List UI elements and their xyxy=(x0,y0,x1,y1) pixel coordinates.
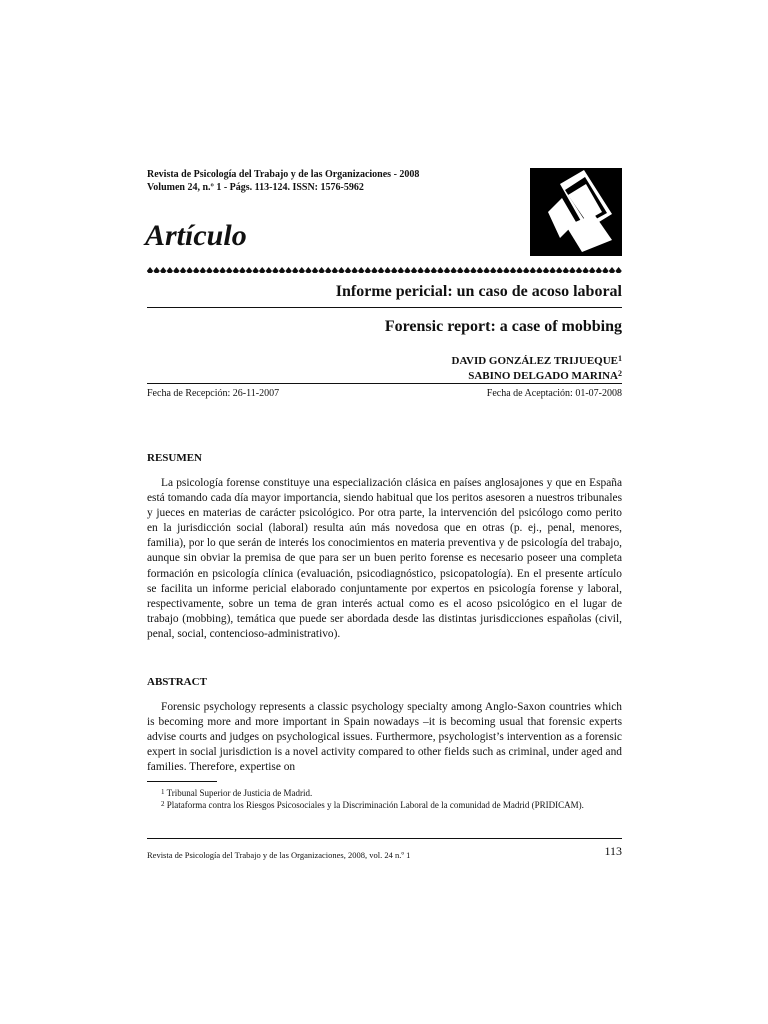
page-number: 113 xyxy=(604,844,622,858)
diamond-ornament xyxy=(206,267,212,273)
diamond-ornament xyxy=(186,267,192,273)
diamond-ornament xyxy=(596,267,602,273)
diamond-ornament xyxy=(351,267,357,273)
diamond-ornament xyxy=(582,267,588,273)
footnote-text: Tribunal Superior de Justicia de Madrid. xyxy=(166,788,313,798)
diamond-ornament xyxy=(239,267,245,273)
journal-logo-icon xyxy=(530,168,622,256)
diamond-ornament xyxy=(576,267,582,273)
article-title-spanish: Informe pericial: un caso de acoso laboral xyxy=(335,283,622,300)
diamond-ornament xyxy=(516,267,522,273)
diamond-ornament xyxy=(470,267,476,273)
diamond-ornament xyxy=(318,267,324,273)
section-label: Artículo xyxy=(145,219,247,252)
diamond-ornament xyxy=(272,267,278,273)
diamond-ornament xyxy=(167,267,173,273)
diamond-ornament xyxy=(417,267,423,273)
footnote-mark: 2 xyxy=(161,800,165,808)
diamond-ornament xyxy=(180,267,186,273)
diamond-ornament xyxy=(345,267,351,273)
diamond-ornament xyxy=(530,267,536,273)
diamond-ornament xyxy=(233,267,239,273)
author-2 xyxy=(468,367,622,383)
diamond-ornament xyxy=(279,267,285,273)
diamond-ornament xyxy=(299,267,305,273)
journal-header-line-1: Revista de Psicología del Trabajo y de las Organizaciones - 2008 xyxy=(147,169,420,180)
diamond-ornament xyxy=(226,267,232,273)
author-name: SABINO DELGADO MARINA xyxy=(468,370,618,382)
diamond-ornament xyxy=(398,267,404,273)
diamond-ornament xyxy=(259,267,265,273)
diamond-ornament xyxy=(160,267,166,273)
diamond-ornament xyxy=(305,267,311,273)
diamond-ornament xyxy=(536,267,542,273)
footnote-text: Plataforma contra los Riesgos Psicosociales y la Discriminación Laboral de la comunidad de Madrid (PRIDICAM). xyxy=(166,800,584,810)
diamond-ornament xyxy=(338,267,344,273)
diamond-ornament xyxy=(503,267,509,273)
diamond-ornament xyxy=(285,267,291,273)
diamond-ornament xyxy=(213,267,219,273)
journal-header-line-2: Volumen 24, n.º 1 - Págs. 113-124. ISSN: 1576-5962 xyxy=(147,182,364,193)
diamond-ornament xyxy=(477,267,483,273)
diamond-ornament xyxy=(549,267,555,273)
diamond-ornament xyxy=(490,267,496,273)
title-divider xyxy=(147,307,622,308)
diamond-ornament xyxy=(563,267,569,273)
diamond-ornament xyxy=(219,267,225,273)
diamond-ornament xyxy=(147,267,153,273)
diamond-ornament xyxy=(173,267,179,273)
resumen-paragraph: La psicología forense constituye una especialización clásica en países anglosajones y que en España está tomando cada día mayor importancia, siendo habitual que los peritos asesoren a nuestros tribunales y jueces en materias de carácter psicológico. Por otra parte, la intervención del psicólogo como perito en la jurisdicción social (laboral) resulta aún más novedosa que en otras (p. ej., penal, menores, familia), por lo que serán de interés los conocimientos en materia preventiva y de psicología del trabajo, aunque sin obviar la premisa de que para ser un buen perito forense es necesario poseer una completa formación en psicología clínica (evaluación, psicodiagnóstico, psicopatología). En el presente artículo se facilita un informe pericial elaborado conjuntamente por expertos en psicología forense y laboral, respectivamente, sobre un tema de gran interés actual como es el acoso psicológico en el lugar de trabajo (mobbing), temática que puede ser abordada desde las distintas jurisdicciones españolas (civil, penal, social, contencioso-administrativo). xyxy=(147,477,622,640)
diamond-ornament xyxy=(483,267,489,273)
diamond-ornament xyxy=(609,267,615,273)
footnote-mark: 1 xyxy=(161,788,165,796)
diamond-ornament xyxy=(200,267,206,273)
diamond-ornament xyxy=(602,267,608,273)
diamond-ornament xyxy=(384,267,390,273)
footnote-2 xyxy=(147,798,622,811)
diamond-ornament xyxy=(365,267,371,273)
diamond-ornament xyxy=(252,267,258,273)
diamond-ornament xyxy=(424,267,430,273)
diamond-ornament xyxy=(246,267,252,273)
footnote-divider xyxy=(147,781,217,782)
diamond-ornament xyxy=(378,267,384,273)
diamond-ornament xyxy=(444,267,450,273)
diamond-ornament xyxy=(589,267,595,273)
diamond-ornament xyxy=(556,267,562,273)
diamond-ornament xyxy=(391,267,397,273)
abstract-heading: ABSTRACT xyxy=(147,676,207,688)
article-title-english: Forensic report: a case of mobbing xyxy=(384,318,622,335)
author-name: DAVID GONZÁLEZ TRIJUEQUE xyxy=(451,355,618,367)
dates-divider xyxy=(147,383,622,384)
diamond-ornament xyxy=(450,267,456,273)
author-affiliation-mark: 2 xyxy=(618,369,622,378)
diamond-ornament xyxy=(457,267,463,273)
diamond-ornament xyxy=(437,267,443,273)
diamond-ornament xyxy=(523,267,529,273)
diamond-ornament xyxy=(332,267,338,273)
diamond-ornament xyxy=(431,267,437,273)
diamond-ornament xyxy=(266,267,272,273)
diamond-ornament xyxy=(312,267,318,273)
diamond-ornament xyxy=(153,267,159,273)
diamond-ornament xyxy=(325,267,331,273)
abstract-paragraph: Forensic psychology represents a classic psychology specialty among Anglo-Saxon countries which is becoming more and more important in Spain nowadays –it is becoming usual that forensic experts advise courts and judges on psychological issues. Furthermore, psychologist’s intervention as a forensic expert in social jurisdiction is a novel activity compared to other fields such as criminal, under aged and families. Therefore, expertise on xyxy=(147,701,622,774)
author-1 xyxy=(452,352,622,368)
decorative-diamond-divider xyxy=(147,263,622,273)
footer-divider xyxy=(147,838,622,839)
diamond-ornament xyxy=(569,267,575,273)
accepted-date: Fecha de Aceptación: 01-07-2008 xyxy=(486,388,622,399)
diamond-ornament xyxy=(292,267,298,273)
diamond-ornament xyxy=(464,267,470,273)
author-affiliation-mark: 1 xyxy=(618,354,622,363)
diamond-ornament xyxy=(510,267,516,273)
diamond-ornament xyxy=(358,267,364,273)
diamond-ornament xyxy=(543,267,549,273)
footer-citation: Revista de Psicología del Trabajo y de las Organizaciones, 2008, vol. 24 n.º 1 xyxy=(147,850,411,860)
received-date: Fecha de Recepción: 26-11-2007 xyxy=(147,388,280,399)
diamond-ornament xyxy=(497,267,503,273)
diamond-ornament xyxy=(404,267,410,273)
diamond-ornament xyxy=(193,267,199,273)
resumen-heading: RESUMEN xyxy=(147,452,203,464)
diamond-ornament xyxy=(615,267,621,273)
diamond-ornament xyxy=(411,267,417,273)
diamond-ornament xyxy=(371,267,377,273)
